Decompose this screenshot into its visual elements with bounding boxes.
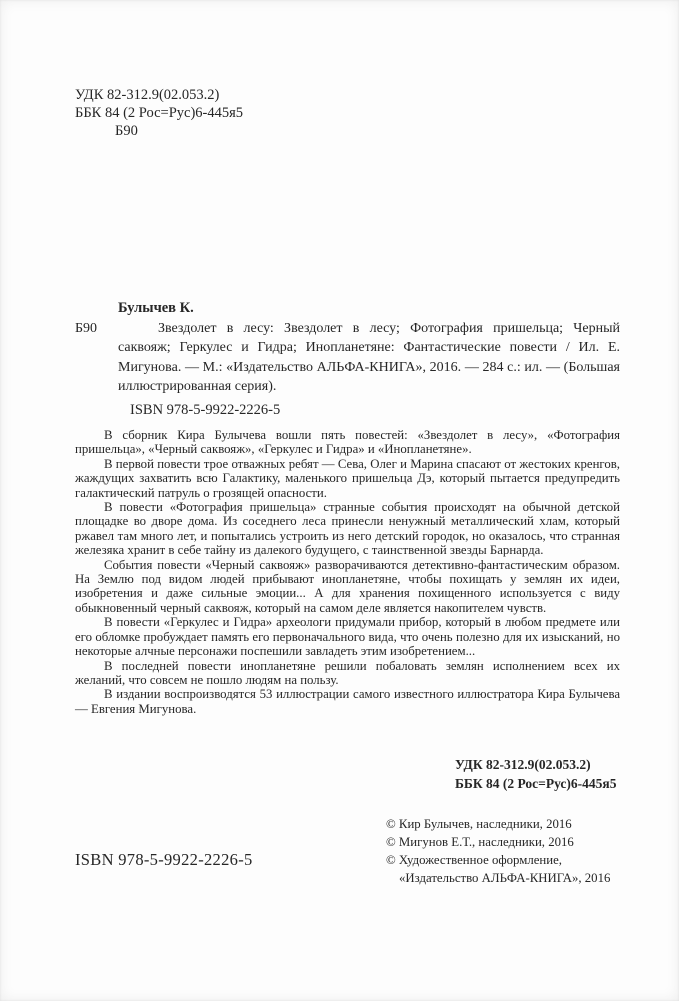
- bbk-number-bottom: ББК 84 (2 Рос=Рус)6-445я5: [455, 775, 617, 791]
- copyright-line: © Кир Булычев, наследники, 2016: [386, 817, 572, 831]
- udk-number: УДК 82-312.9(02.053.2): [75, 87, 220, 103]
- catalog-code: Б90: [75, 321, 98, 336]
- author-heading: Булычев К.: [118, 300, 194, 316]
- bbk-number: ББК 84 (2 Рос=Рус)6-445я5: [75, 105, 244, 121]
- copyright-line: © Мигунов Е.Т., наследники, 2016: [386, 835, 574, 849]
- classification-block-bottom: [455, 756, 616, 793]
- isbn-number-bottom: ISBN 978-5-9922-2226-5: [75, 850, 253, 869]
- isbn-number: ISBN 978-5-9922-2226-5: [130, 402, 281, 418]
- annotation-paragraph: В первой повести трое отважных ребят — Сева, Олег и Марина спасают от жестоких кренгов, жаждущих захватить всю Галактику, маленького пришельца Дэ, который пытается предупредить галактический патруль о грозящей опасности.: [75, 456, 620, 500]
- annotation-paragraph: В последней повести инопланетяне решили побаловать землян исполнением всех их желаний, что совсем не пошло людям на пользу.: [75, 658, 620, 687]
- classification-block-top: [75, 86, 243, 140]
- bibliographic-description: Звездолет в лесу: Звездолет в лесу; Фотография пришельца; Черный саквояж; Геркулес и Гидра; Инопланетяне: Фантастические повести / Ил. Е. Мигунова. — М.: «Издательство АЛЬФА-КНИГА», 2016. — 284 с.: ил. — (Большая иллюстрированная серия).: [118, 321, 620, 395]
- annotation-paragraph: В повести «Геркулес и Гидра» археологи придумали прибор, который в любом предмете или его обломке пробуждает память его первоначального вида, что очень полезно для их изысканий, но некоторые алчные персонажи поспешили завладеть этим изобретением...: [75, 615, 620, 659]
- bibliographic-entry: [75, 319, 620, 397]
- copyright-line: © Художественное оформление,: [386, 853, 562, 867]
- annotation-paragraph: В повести «Фотография пришельца» странные события происходят на обычной детской площадке во дворе дома. Из соседнего леса принесли ненужный металлический хлам, который ржавел там много лет, и попытались устроить из него детский городок, но оказалось, что странная железяка хранит в себе тайну из далекого будущего, с таинственной звезды Барнарда.: [75, 500, 620, 558]
- copyright-block: [386, 815, 610, 887]
- annotation-block: [75, 428, 620, 716]
- annotation-paragraph: События повести «Черный саквояж» разворачиваются детективно-фантастическим образом. На Землю под видом людей прибывают инопланетяне, чтобы похищать у землян их идеи, изобретения и даже сильные эмоции... А для хранения похищенного используется с виду обыкновенный черный саквояж, который на самом деле является накопителем чувств.: [75, 557, 620, 615]
- annotation-paragraph: В издании воспроизводятся 53 иллюстрации самого известного иллюстратора Кира Булычева — Евгения Мигунова.: [75, 687, 620, 716]
- copyright-line-continuation: «Издательство АЛЬФА-КНИГА», 2016: [399, 871, 611, 885]
- udk-number-bottom: УДК 82-312.9(02.053.2): [455, 757, 591, 772]
- annotation-paragraph: В сборник Кира Булычева вошли пять повестей: «Звездолет в лесу», «Фотография пришельца», «Черный саквояж», «Геркулес и Гидра» и «Инопланетяне».: [75, 428, 620, 457]
- author-sign-code: Б90: [115, 123, 138, 139]
